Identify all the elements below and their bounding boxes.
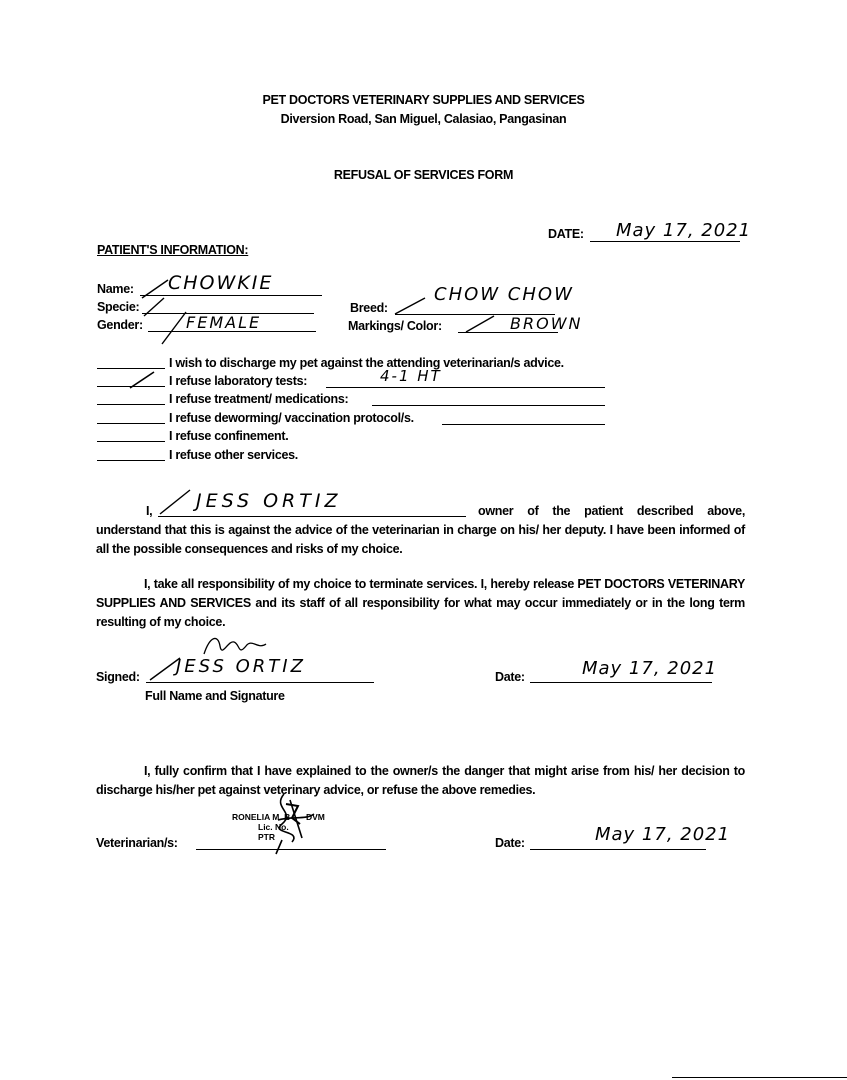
deworming-line [442,424,605,425]
markings-label: Markings/ Color: [348,319,442,333]
breed-slash-mark [395,296,429,316]
lab-tests-line [326,387,605,388]
form-title: REFUSAL OF SERVICES FORM [333,168,514,182]
vet-stamp-suffix: DVM [306,812,325,822]
owner-name-line [158,516,466,517]
vet-signature-line [196,849,386,850]
checklist-blank-4 [97,423,165,424]
clinic-name: PET DOCTORS VETERINARY SUPPLIES AND SERVICES [262,93,585,107]
scan-edge-line [672,1077,847,1078]
checklist-blank-6 [97,460,165,461]
date-line [590,241,740,242]
breed-label: Breed: [350,301,388,315]
date-label: DATE: [548,227,584,241]
gender-value: FEMALE [186,313,262,332]
owner-slash-mark [160,488,194,516]
gender-label: Gender: [97,318,143,332]
release-statement [96,575,745,632]
checklist-item-6: I refuse other services. [169,448,298,462]
checklist-item-2: I refuse laboratory tests: [169,374,308,388]
vet-date-value: May 17, 2021 [595,824,731,845]
treatment-line [372,405,605,406]
vet-label: Veterinarian/s: [96,836,178,850]
signature-caption: Full Name and Signature [145,689,285,703]
release-statement-text: I, take all responsibility of my choice to terminate services. I, hereby release PET DOCTORS VETERINARY SUPPLIES AND SERVICES and its staff of all responsibility for what may occur immediately or in the long term resulting of my choice. [96,577,745,629]
owner-signature-name: JESS ORTIZ [176,656,306,677]
signed-label: Signed: [96,670,140,684]
patient-section-title: PATIENT'S INFORMATION: [97,243,249,257]
owner-date-value: May 17, 2021 [582,658,718,679]
checklist-item-5: I refuse confinement. [169,429,289,443]
clinic-address: Diversion Road, San Miguel, Calasiao, Pangasinan [280,112,567,126]
specie-label: Specie: [97,300,140,314]
name-label: Name: [97,282,134,296]
vet-stamp-line1: RONELIA M. B [232,812,291,822]
vet-date-label: Date: [495,836,525,850]
checklist-blank-3 [97,404,165,405]
vet-confirmation [96,762,745,800]
owner-signature-line [146,682,374,683]
markings-value: BROWN [510,314,583,333]
vet-stamp-line3: PTR [258,832,275,842]
name-value: CHOWKIE [168,272,274,294]
checklist-item-4: I refuse deworming/ vaccination protocol/s. [169,411,414,425]
markings-slash-mark [466,314,498,334]
checklist-item-3: I refuse treatment/ medications: [169,392,349,406]
breed-value: CHOW CHOW [434,284,574,305]
vet-stamp-line2: Lic. No. [258,822,289,832]
owner-date-line [530,682,712,683]
owner-prefix: I, [146,504,153,518]
checklist-check-mark-2 [130,370,158,390]
checklist-blank-5 [97,441,165,442]
vet-confirmation-text: I, fully confirm that I have explained to the owner/s the danger that might arise from his/ her decision to discharge his/her pet against veterinary advice, or refuse the above remedies. [96,764,745,797]
owner-date-label: Date: [495,670,525,684]
owner-line1-end: owner of the patient described above, [478,504,745,518]
lab-tests-value: 4-1 HT [380,367,442,385]
vet-signature-scribble [262,790,322,856]
vet-date-line [530,849,706,850]
date-value: May 17, 2021 [616,220,752,241]
owner-name-value: JESS ORTIZ [196,490,342,512]
owner-statement-text: understand that this is against the advice of the veterinarian in charge on his/ her deputy. I have been informed of all the possible consequences and risks of my choice. [96,523,745,556]
checklist-blank-1 [97,368,165,369]
checklist-item-1: I wish to discharge my pet against the attending veterinarian/s advice. [169,356,564,370]
